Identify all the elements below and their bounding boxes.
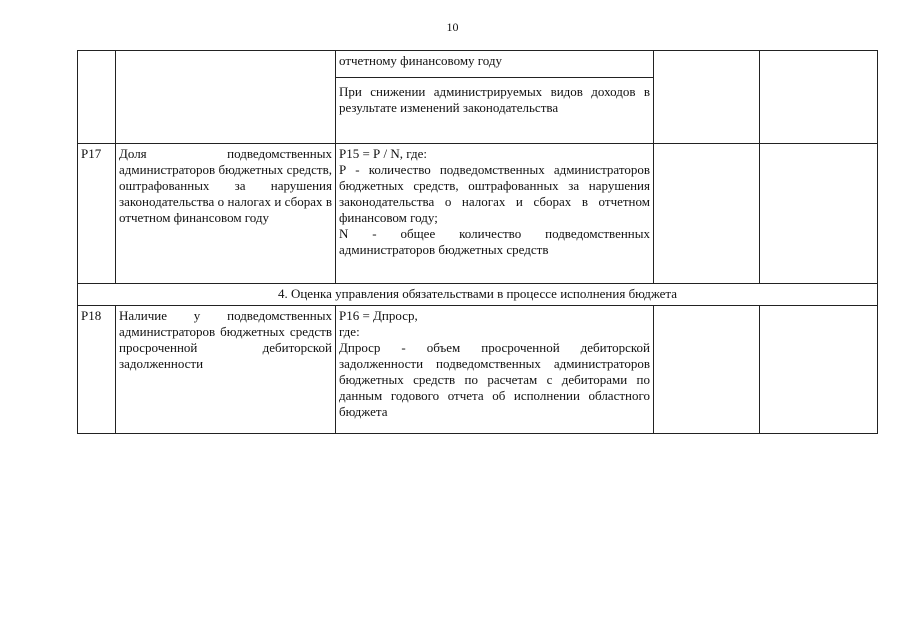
name-cell: Наличие у подведомственных администраторов бюджетных средств просроченной дебиторской задолженности — [116, 306, 336, 434]
formula-cell-continuation — [336, 51, 654, 78]
formula-cell-condition — [336, 78, 654, 144]
formula-var-n: N - общее количество подведомственных администраторов бюджетных средств — [339, 226, 650, 257]
table-row-p17 — [78, 144, 878, 284]
blank-cell — [654, 51, 760, 144]
page-number: 10 — [446, 20, 459, 34]
formula-where: где: — [339, 324, 360, 339]
code-cell-empty — [78, 51, 116, 144]
formula-text: отчетному финансовому году — [339, 53, 503, 68]
blank-cell — [654, 306, 760, 434]
code-cell: Р18 — [78, 306, 116, 434]
code-cell: Р17 — [78, 144, 116, 284]
name-cell-empty — [116, 51, 336, 144]
table-row-section — [78, 284, 878, 306]
indicators-table — [77, 50, 878, 434]
formula-text: При снижении администрируемых видов доходов в результате изменений законодательства — [339, 84, 650, 115]
blank-cell — [760, 306, 878, 434]
table-row-p18 — [78, 306, 878, 434]
blank-cell — [654, 144, 760, 284]
formula-var-p: Р - количество подведомственных администраторов бюджетных средств, оштрафованных за нарушения законодательства о налогах и сборах в отчетном финансовом году; — [339, 162, 650, 225]
section-title: 4. Оценка управления обязательствами в процессе исполнения бюджета — [78, 284, 878, 306]
formula-cell — [336, 144, 654, 284]
blank-cell — [760, 51, 878, 144]
name-cell: Доля подведомственных администраторов бюджетных средств, оштрафованных за нарушения законодательства о налогах и сборах в отчетном финансовом году — [116, 144, 336, 284]
formula-head: Р16 = Дпроср, — [339, 308, 418, 323]
formula-body: Дпроср - объем просроченной дебиторской задолженности подведомственных администраторов бюджетных средств по расчетам с дебиторами по данным годового отчета об исполнении областного бюджета — [339, 340, 650, 419]
formula-head: Р15 = Р / N, где: — [339, 146, 427, 161]
formula-cell — [336, 306, 654, 434]
table-row-continuation — [78, 51, 878, 78]
blank-cell — [760, 144, 878, 284]
